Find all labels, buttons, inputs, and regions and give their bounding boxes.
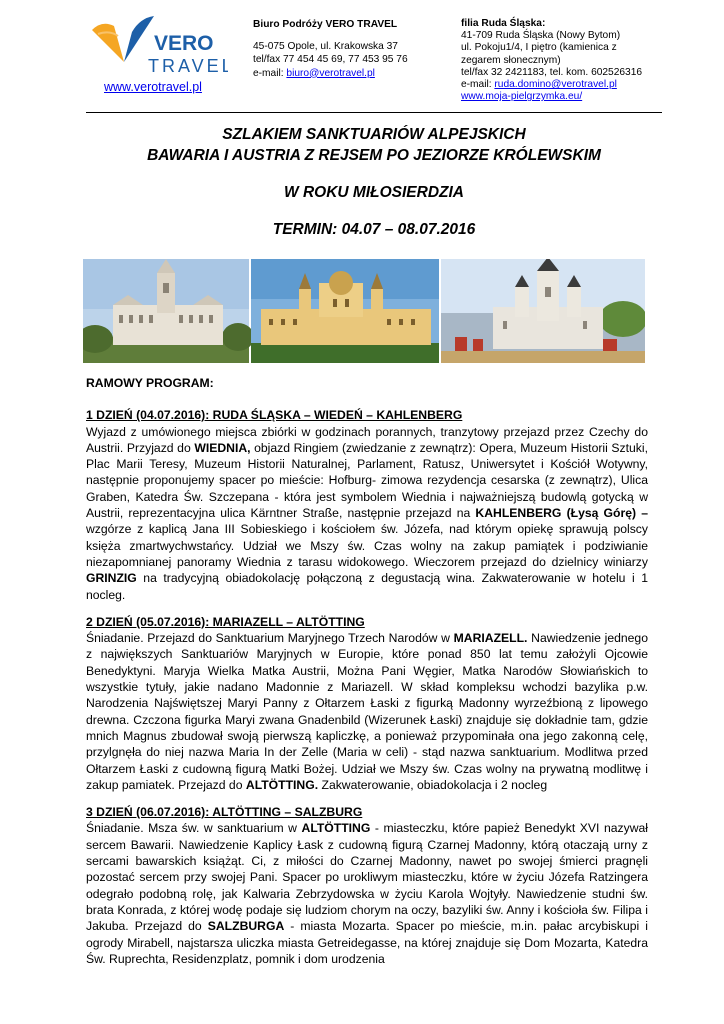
day1-seg1: WIEDNIA,: [194, 440, 251, 455]
vero-travel-logo: [88, 12, 228, 78]
day2-text: [86, 630, 648, 793]
branch-line4: tel/fax 32 2421183, tel. kom. 602526316: [461, 66, 643, 78]
office-phone: tel/fax 77 454 45 69, 77 453 95 76: [253, 54, 408, 65]
branch-line2: ul. Pokoju1/4, I piętro (kamienica z: [461, 42, 617, 54]
program-label: RAMOWY PROGRAM:: [86, 376, 214, 390]
logo-word-travel: TRAVEL: [148, 56, 228, 76]
office-email-link[interactable]: biuro@verotravel.pl: [286, 67, 375, 79]
title-line1: SZLAKIEM SANKTUARIÓW ALPEJSKICH: [222, 126, 526, 143]
day2-seg3: ALTÖTTING.: [245, 777, 319, 792]
office-name: Biuro Podróży VERO TRAVEL: [253, 19, 398, 30]
day2-seg1: MARIAZELL.: [453, 631, 528, 646]
day1-seg6: na tradycyjną obiadokolację połączoną z degustacją wina. Zakwaterowanie w hotelu i 1 nocleg.: [86, 571, 648, 602]
day3-seg2: - miasteczku, które papież Benedykt XVI nazywał sercem Bawarii. Nawiedzenie Kaplicy Łask z cudowną figurą Czarnej Madonny, którą otaczają urny z sercami bawarskich książąt. Ci, z miłości do Czarnej Madonny, nawet po swojej śmierci pragnęli pozostać sercem przy swojej Pani. Spacer po urokliwym miasteczku, które w życiu Józefa Ratzingera odegrało podobną rolę, jak Kalwaria Zebrzydowska w życiu Karola Wojtyły. Nawiedzenie studni św. brata Konrada, z której wodę podaje się ludziom chorym na oczy, bazyliki św. Anny i kościoła św. Filipa i Jakuba. Przejazd do: [86, 821, 648, 934]
branch-site-link[interactable]: www.moja-pielgrzymka.eu/: [461, 91, 583, 103]
logo-orange-swoosh: [92, 24, 124, 62]
website-link[interactable]: www.verotravel.pl: [104, 80, 202, 94]
day1-seg2: objazd Ringiem (zwiedzanie z zewnątrz): Opera, Muzeum Historii Sztuki, Plac Marii Teresy, Muzeum Historii Naturalnej, Parlament, Ratusz, Uniwersytet i Kościół Wotywny, następnie proponujemy spacer po mieście: Hofburg- zimowa rezydencja cesarska (z zewnątrz), Ulica Graben, Katedra Św. Szczepana - która jest symbolem Wiednia i najważniejszą budowlą gotycką w Austrii, reprezentacyjna ulica Kärntner Straße, następnie przejazd na: [86, 440, 648, 521]
day2-seg2: Nawiedzenie jednego z największych Sanktuariów Maryjnych w Europie, które ponad 850 lat temu założyli Ojcowie Benedyktyni. Maryja Wielka Matka Austrii, Można Pani Węgier, Matka Narodów Słowiańskich to wszystkie tytuły, jakie nadano Madonnie z Mariazell. W skład kompleksu wchodzi bazylika p.w. Narodzenia Najświętszej Maryi Panny z Ołtarzem Łaski z figurką Madonny wyrzeźbioną z lipowego drewna. Czczona figurka Maryi zwana Gnadenbild (Wizerunek Łaski) znajduje się dokładnie tam, gdzie mnich Magnus zbudował swoją pierwszą kapliczkę, a ponieważ przypominała ona jego zakonną celę, przylgnęła do niej nazwa Maria In der Zelle (Maria w celi) - stąd nazwa sanktuarium. Modlitwa przed Ołtarzem Łaski z cudowną figurą Matki Bożej. Udział we Mszy św. Czas wolny na prywatną modlitwę i zakup pamiatek. Przejazd do: [86, 631, 648, 792]
day3-text: [86, 820, 648, 967]
logo-graphic: [88, 12, 228, 78]
branch-line3: zegarem słonecznym): [461, 54, 561, 66]
header-divider: [86, 112, 662, 113]
branch-email-line: [461, 79, 671, 91]
branch-line1: 41-709 Ruda Śląska (Nowy Bytom): [461, 30, 621, 42]
photo-melk-abbey: [251, 259, 439, 363]
branch-email-link[interactable]: ruda.domino@verotravel.pl: [494, 79, 617, 91]
day1-seg0: Wyjazd z umówionego miejsca zbiórki w godzinach porannych, tranzytowy przejazd przez Czechy do Austrii. Przyjazd do: [86, 424, 648, 455]
title-term: TERMIN: 04.07 – 08.07.2016: [272, 221, 476, 238]
photo-vienna-city-hall: [83, 259, 254, 363]
day3-seg4: - miasta Mozarta. Spacer po mieście, m.in. pałac arcybiskupi i ogrody Mirabell, najstarsza uliczka miasta Getreidegasse, na której znajduje się Dom Mozarta, Katedra Św. Ruprechta, Residenzplatz, pomnik i dom urodzenia: [86, 919, 648, 966]
day3-title: 3 DZIEŃ (06.07.2016): ALTÖTTING – SALZBURG: [86, 805, 363, 820]
day1-seg4: wzgórze z kaplicą Jana III Sobieskiego i kościołem św. Józefa, nad którym opiekę sprawują polscy księża zmartwychwstańcy. Udział we Mszy św. Czas wolny na zakup pamiątek i podziwianie niezapomnianej panoramy Wiednia z tarasu widokowego. Wieczorem przejazd do dzielnicy winiarzy: [86, 522, 648, 569]
logo-word-vero: VERO: [154, 32, 214, 55]
office-email-label: e-mail:: [253, 67, 287, 79]
day3-seg0: Śniadanie. Msza św. w sanktuarium w: [86, 821, 302, 836]
day2-seg0: Śniadanie. Przejazd do Sanktuarium Maryjnego Trzech Narodów w: [86, 631, 454, 646]
day1-title: 1 DZIEŃ (04.07.2016): RUDA ŚLĄSKA – WIEDEŃ – KAHLENBERG: [86, 408, 463, 423]
title-year: W ROKU MIŁOSIERDZIA: [284, 184, 464, 201]
day2-title: 2 DZIEŃ (05.07.2016): MARIAZELL – ALTÖTTING: [86, 614, 365, 629]
office-email-line: [253, 67, 453, 81]
photo-mariazell-basilica: [441, 259, 645, 363]
day1-text: [86, 424, 648, 603]
day1-seg3: KAHLENBERG (Łysą Górę) –: [475, 506, 648, 521]
office-info: [253, 18, 453, 80]
photo-strip: [83, 259, 645, 365]
office-address: 45-075 Opole, ul. Krakowska 37: [253, 40, 398, 52]
program-body: [86, 375, 648, 967]
branch-name: filia Ruda Śląska:: [461, 18, 546, 29]
day3-seg3: SALZBURGA: [207, 919, 285, 934]
title-line2: BAWARIA I AUSTRIA Z REJSEM PO JEZIORZE KRÓLEWSKIM: [147, 147, 601, 164]
day3-seg1: ALTÖTTING: [301, 821, 371, 836]
trip-title: [80, 124, 668, 166]
branch-email-label: e-mail:: [461, 79, 495, 91]
day2-seg4: Zakwaterowanie, obiadokolacja i 2 nocleg: [318, 777, 548, 792]
day1-seg5: GRINZIG: [86, 571, 137, 586]
branch-info: [461, 18, 671, 103]
